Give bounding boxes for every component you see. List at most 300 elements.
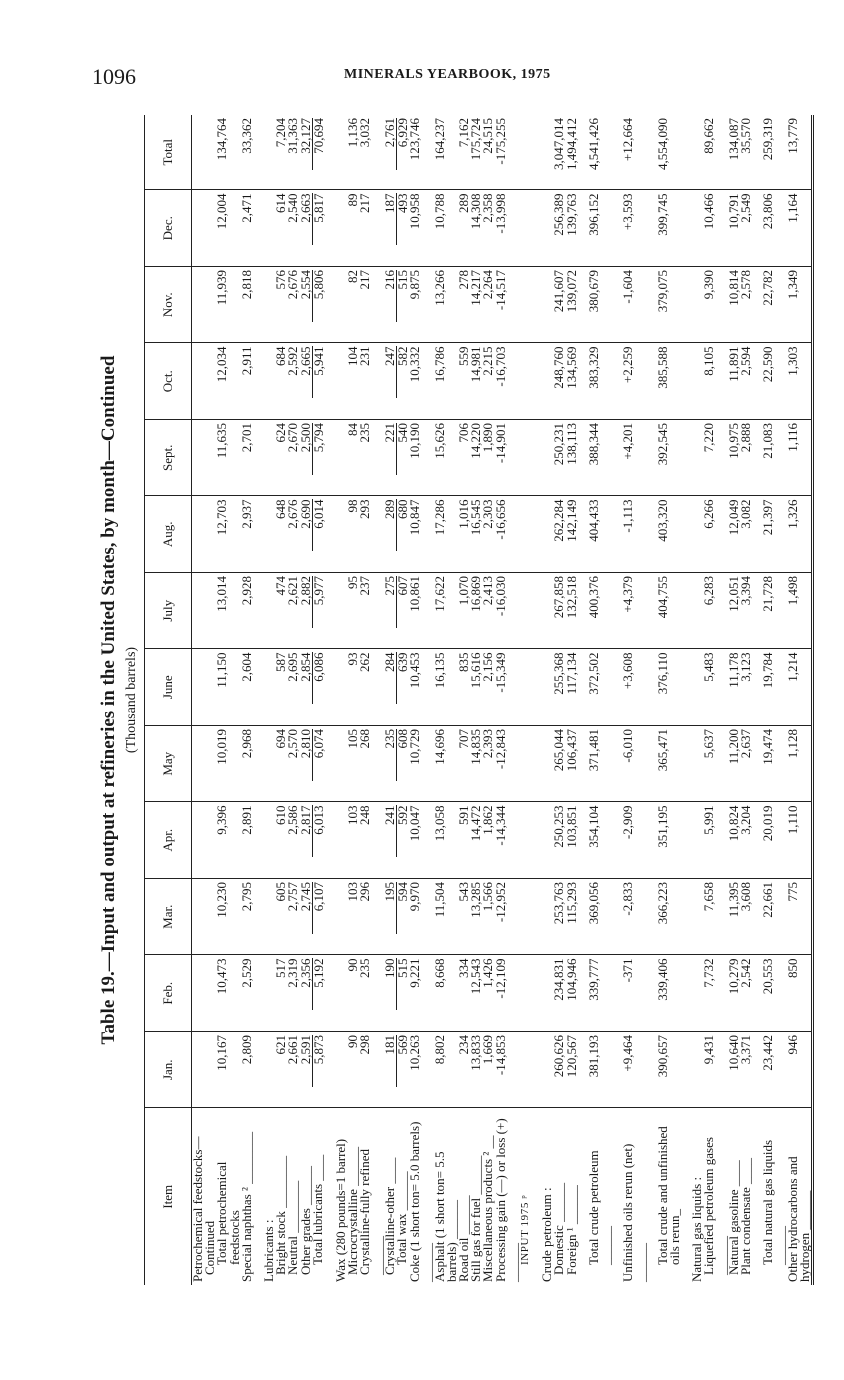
table-cell bbox=[492, 573, 519, 650]
table-cell bbox=[585, 573, 612, 650]
cell-value: 2,810 bbox=[297, 729, 313, 759]
cell-value: 16,545 bbox=[468, 499, 484, 536]
table-cell bbox=[238, 1032, 254, 1109]
table-cell bbox=[531, 726, 541, 803]
spacer-row bbox=[681, 115, 691, 1285]
cell-value: 2,215 bbox=[480, 346, 496, 376]
table-cell bbox=[737, 649, 753, 726]
cell-value: 6,014 bbox=[312, 500, 325, 552]
table-cell bbox=[192, 1032, 205, 1109]
cell-value: 835 bbox=[456, 652, 472, 672]
row-label: Crystalline-fully refined ______ bbox=[359, 1108, 383, 1285]
spacer-row bbox=[325, 115, 335, 1285]
rotated-table-region bbox=[98, 115, 812, 1285]
table-cell bbox=[737, 802, 753, 879]
row-label: Asphalt (1 short ton= 5.5 barrels) ______ bbox=[434, 1108, 458, 1285]
cell-value: 850 bbox=[784, 958, 800, 978]
table-cell bbox=[519, 496, 531, 573]
cell-value: 217 bbox=[357, 193, 373, 213]
cell-value: 2,542 bbox=[737, 958, 753, 988]
table-cell bbox=[409, 726, 433, 803]
table-cell bbox=[563, 879, 579, 956]
table-cell bbox=[654, 955, 681, 1032]
cell-value: 7,220 bbox=[701, 423, 717, 453]
table-cell bbox=[216, 420, 240, 497]
table-row bbox=[787, 115, 813, 1285]
cell-value: 2,911 bbox=[238, 346, 254, 376]
cell-value: 10,824 bbox=[725, 805, 741, 842]
table-cell bbox=[519, 267, 531, 344]
cell-value: 14,696 bbox=[431, 729, 447, 765]
cell-value: 614 bbox=[273, 193, 289, 213]
table-cell bbox=[312, 115, 325, 190]
cell-value: 543 bbox=[456, 882, 472, 902]
table-cell bbox=[297, 573, 313, 650]
table-cell bbox=[784, 343, 813, 420]
cell-value: 2,663 bbox=[297, 193, 313, 223]
row-label: Foreign ¹ ______ bbox=[566, 1108, 578, 1285]
table-cell bbox=[409, 879, 433, 956]
table-cell bbox=[238, 726, 254, 803]
cell-value: 2,676 bbox=[285, 270, 301, 300]
cell-value: 1,016 bbox=[456, 499, 472, 529]
cell-value: 2,809 bbox=[238, 1035, 254, 1065]
cell-value: 10,958 bbox=[407, 193, 423, 230]
table-cell bbox=[409, 802, 433, 879]
cell-value: 376,110 bbox=[654, 652, 670, 695]
cell-value: 3,394 bbox=[737, 576, 753, 606]
table-cell bbox=[431, 190, 458, 267]
cell-value: 255,368 bbox=[551, 652, 567, 695]
table-cell bbox=[622, 726, 646, 803]
cell-value: 383,329 bbox=[585, 346, 601, 389]
row-label: Special naphthas ² ________ bbox=[241, 1108, 253, 1285]
cell-value: 253,763 bbox=[551, 882, 567, 925]
cell-value: 684 bbox=[273, 346, 289, 366]
cell-value: 250,253 bbox=[551, 805, 567, 848]
cell-value: 13,833 bbox=[468, 1035, 484, 1071]
cell-value: 2,695 bbox=[285, 652, 301, 682]
cell-value: -14,517 bbox=[492, 270, 508, 311]
table-cell bbox=[703, 649, 727, 726]
row-label: Liquefied petroleum gases ______ bbox=[703, 1108, 727, 1285]
table-cell bbox=[192, 267, 205, 344]
table-cell bbox=[703, 190, 727, 267]
cell-value: 365,471 bbox=[654, 729, 670, 772]
cell-value: 2,661 bbox=[285, 1035, 301, 1065]
table-cell bbox=[492, 1032, 519, 1109]
cell-value: 216 bbox=[381, 270, 397, 290]
cell-value: -1,113 bbox=[620, 499, 636, 533]
cell-value: 10,791 bbox=[725, 193, 741, 230]
table-cell bbox=[681, 496, 691, 573]
table-cell bbox=[253, 955, 263, 1032]
table-cell bbox=[737, 190, 753, 267]
table-cell bbox=[431, 115, 458, 190]
table-cell bbox=[297, 420, 313, 497]
cell-value: 380,679 bbox=[585, 270, 601, 313]
table-cell bbox=[216, 879, 240, 956]
table-cell bbox=[359, 726, 383, 803]
table-cell bbox=[312, 726, 325, 803]
table-cell bbox=[703, 955, 727, 1032]
cell-value: 10,019 bbox=[214, 729, 230, 765]
table-cell bbox=[253, 726, 263, 803]
table-cell bbox=[737, 879, 753, 956]
table-cell bbox=[409, 955, 433, 1032]
cell-value: 1,862 bbox=[480, 805, 496, 835]
cell-value: 247 bbox=[381, 346, 397, 366]
cell-value: 2,471 bbox=[238, 193, 254, 223]
cell-value: 390,657 bbox=[654, 1035, 670, 1078]
cell-value: 1,164 bbox=[784, 193, 800, 223]
table-cell bbox=[654, 879, 681, 956]
table-cell bbox=[681, 649, 691, 726]
table-cell bbox=[359, 420, 383, 497]
cell-value: +4,379 bbox=[620, 576, 636, 613]
cell-value: 2,356 bbox=[297, 958, 313, 988]
table-cell bbox=[192, 573, 205, 650]
row-label: Microcrystalline ______ bbox=[347, 1108, 359, 1285]
table-row bbox=[703, 115, 727, 1285]
table-cell bbox=[431, 649, 458, 726]
cell-value: 2,529 bbox=[238, 958, 254, 988]
cell-value: 10,640 bbox=[725, 1035, 741, 1071]
table-cell bbox=[737, 1032, 753, 1109]
cell-value: 284 bbox=[381, 652, 397, 672]
table-row bbox=[657, 115, 681, 1285]
cell-value: 493 bbox=[396, 194, 409, 246]
table-cell bbox=[622, 190, 646, 267]
cell-value: 267,858 bbox=[551, 576, 567, 619]
table-cell bbox=[409, 420, 433, 497]
table-cell bbox=[622, 802, 646, 879]
cell-value: +2,259 bbox=[620, 346, 636, 384]
table-cell bbox=[359, 115, 383, 190]
table-cell bbox=[622, 573, 646, 650]
cell-value: 14,835 bbox=[468, 729, 484, 765]
cell-value: 12,049 bbox=[725, 499, 741, 536]
column-header: Feb. bbox=[145, 955, 192, 1032]
cell-value: 14,981 bbox=[468, 346, 484, 383]
table-cell bbox=[531, 802, 541, 879]
table-cell bbox=[431, 496, 458, 573]
table-cell bbox=[297, 115, 313, 190]
cell-value: 5,873 bbox=[312, 1035, 325, 1087]
table-cell bbox=[253, 649, 263, 726]
cell-value: 10,263 bbox=[407, 1035, 423, 1071]
cell-value: 2,795 bbox=[238, 882, 254, 912]
cell-value: 2,888 bbox=[737, 423, 753, 453]
cell-value: 195 bbox=[381, 882, 397, 902]
table-cell bbox=[654, 1032, 681, 1109]
cell-value: 93 bbox=[345, 652, 361, 666]
cell-value: 90 bbox=[345, 1035, 361, 1048]
cell-value: 32,127 bbox=[297, 118, 313, 154]
cell-value: 5,192 bbox=[312, 959, 325, 1011]
cell-value: 134,569 bbox=[563, 346, 579, 389]
cell-value: -2,833 bbox=[620, 882, 636, 916]
cell-value: 250,231 bbox=[551, 423, 567, 466]
table-cell bbox=[192, 879, 205, 956]
cell-value: 354,104 bbox=[585, 805, 601, 848]
cell-value: 372,502 bbox=[585, 652, 601, 695]
table-cell bbox=[431, 879, 458, 956]
table-cell bbox=[297, 879, 313, 956]
table-row bbox=[347, 115, 359, 1285]
table-cell bbox=[654, 420, 681, 497]
row-label: Coke (1 short ton= 5.0 barrels) ______ bbox=[409, 1108, 433, 1285]
table-cell bbox=[585, 1032, 612, 1109]
cell-value: 10,861 bbox=[407, 576, 423, 612]
cell-value: 5,483 bbox=[701, 652, 717, 682]
row-label: Plant condensate ____ bbox=[740, 1108, 752, 1285]
table-cell bbox=[325, 573, 335, 650]
cell-value: 381,193 bbox=[585, 1035, 601, 1078]
row-label: Total crude and unfinished oils rerun_ bbox=[657, 1108, 681, 1285]
table-cell bbox=[762, 879, 786, 956]
cell-value: 2,621 bbox=[285, 576, 301, 606]
cell-value: 2,854 bbox=[297, 652, 313, 682]
cell-value: 369,056 bbox=[585, 882, 601, 925]
cell-value: 123,746 bbox=[407, 118, 423, 161]
cell-value: 105 bbox=[345, 729, 361, 749]
table-cell bbox=[737, 573, 753, 650]
cell-value: 1,214 bbox=[784, 652, 800, 682]
cell-value: 10,047 bbox=[407, 805, 423, 842]
table-cell bbox=[585, 267, 612, 344]
table-cell bbox=[253, 420, 263, 497]
cell-value: 237 bbox=[357, 576, 373, 596]
table-cell bbox=[325, 190, 335, 267]
cell-value: 2,891 bbox=[238, 805, 254, 835]
table-cell bbox=[585, 496, 612, 573]
cell-value: 2,549 bbox=[737, 193, 753, 223]
running-head: MINERALS YEARBOOK, 1975 bbox=[344, 67, 551, 82]
table-cell bbox=[192, 955, 205, 1032]
column-header: Dec. bbox=[145, 190, 192, 267]
table-cell bbox=[681, 1032, 691, 1109]
cell-value: 2,637 bbox=[737, 729, 753, 759]
cell-value: 175,724 bbox=[468, 118, 484, 161]
table-cell bbox=[359, 955, 383, 1032]
table-cell bbox=[253, 573, 263, 650]
table-cell bbox=[531, 343, 541, 420]
table-cell bbox=[312, 802, 325, 879]
table-cell bbox=[737, 726, 753, 803]
cell-value: -2,909 bbox=[620, 805, 636, 840]
cell-value: 1,566 bbox=[480, 882, 496, 912]
cell-value: -6,010 bbox=[620, 729, 636, 763]
row-label: Road oil ______ bbox=[458, 1108, 470, 1285]
table-cell bbox=[681, 343, 691, 420]
cell-value: 2,701 bbox=[238, 423, 254, 453]
cell-value: 2,818 bbox=[238, 270, 254, 300]
table-cell bbox=[312, 649, 325, 726]
cell-value: 2,358 bbox=[480, 193, 496, 223]
cell-value: 13,266 bbox=[431, 270, 447, 306]
cell-value: 2,586 bbox=[285, 805, 301, 835]
table-cell bbox=[703, 802, 727, 879]
table-cell bbox=[585, 955, 612, 1032]
cell-value: 13,285 bbox=[468, 882, 484, 918]
cell-value: 2,156 bbox=[480, 652, 496, 682]
table-cell bbox=[531, 879, 541, 956]
cell-value: 8,105 bbox=[701, 346, 717, 376]
cell-value: 95 bbox=[345, 576, 361, 589]
cell-value: 10,332 bbox=[407, 346, 423, 383]
cell-value: 2,264 bbox=[480, 270, 496, 300]
table-cell bbox=[622, 649, 646, 726]
table-cell bbox=[784, 955, 813, 1032]
cell-value: 351,195 bbox=[654, 805, 670, 848]
table-cell bbox=[563, 955, 579, 1032]
column-header: May bbox=[145, 726, 192, 803]
table-row bbox=[335, 115, 347, 1285]
cell-value: 89,662 bbox=[701, 118, 717, 154]
table-bottom-rule bbox=[812, 115, 818, 1285]
cell-value: 403,320 bbox=[654, 499, 670, 542]
table-cell bbox=[762, 496, 786, 573]
cell-value: 339,777 bbox=[585, 958, 601, 1001]
cell-value: 120,567 bbox=[563, 1035, 579, 1078]
cell-value: 15,616 bbox=[468, 652, 484, 689]
table-cell bbox=[654, 649, 681, 726]
cell-value: 517 bbox=[273, 958, 289, 978]
column-header: Nov. bbox=[145, 267, 192, 344]
table-cell bbox=[563, 420, 579, 497]
table-cell bbox=[492, 115, 519, 190]
cell-value: 231 bbox=[357, 346, 373, 366]
cell-value: 235 bbox=[381, 729, 397, 749]
cell-value: 70,694 bbox=[312, 118, 325, 170]
cell-value: +9,464 bbox=[620, 1035, 636, 1072]
table-cell bbox=[216, 267, 240, 344]
table-cell bbox=[253, 496, 263, 573]
cell-value: 19,784 bbox=[760, 652, 776, 689]
table-cell bbox=[325, 420, 335, 497]
cell-value: 289 bbox=[381, 499, 397, 519]
cell-value: 1,303 bbox=[784, 346, 800, 376]
cell-value: 10,466 bbox=[701, 193, 717, 230]
cell-value: 10,729 bbox=[407, 729, 423, 765]
column-header: July bbox=[145, 573, 192, 650]
table-cell bbox=[762, 726, 786, 803]
cell-value: 21,397 bbox=[760, 499, 776, 536]
cell-value: 265,044 bbox=[551, 729, 567, 772]
cell-value: -12,109 bbox=[492, 958, 508, 999]
cell-value: 610 bbox=[273, 805, 289, 825]
table-cell bbox=[359, 496, 383, 573]
table-row bbox=[519, 115, 531, 1285]
table-cell bbox=[563, 573, 579, 650]
table-cell bbox=[192, 343, 205, 420]
cell-value: 21,728 bbox=[760, 576, 776, 612]
table-cell bbox=[325, 1032, 335, 1109]
cell-value: 14,217 bbox=[468, 270, 484, 306]
cell-value: 515 bbox=[396, 270, 409, 322]
table-cell bbox=[737, 267, 753, 344]
table-cell bbox=[312, 343, 325, 420]
table-cell bbox=[531, 420, 541, 497]
cell-value: 594 bbox=[396, 882, 409, 934]
cell-value: 2,817 bbox=[297, 805, 313, 835]
cell-value: 6,086 bbox=[312, 653, 325, 705]
table-cell bbox=[519, 802, 531, 879]
table-cell bbox=[762, 649, 786, 726]
table-cell bbox=[531, 955, 541, 1032]
table-cell bbox=[681, 726, 691, 803]
column-header-item: Item bbox=[145, 1108, 192, 1285]
cell-value: 22,590 bbox=[760, 346, 776, 383]
cell-value: +3,593 bbox=[620, 193, 636, 231]
table-cell bbox=[519, 343, 531, 420]
cell-value: -12,952 bbox=[492, 882, 508, 923]
cell-value: 24,515 bbox=[480, 118, 496, 154]
table-cell bbox=[325, 343, 335, 420]
table-cell bbox=[703, 573, 727, 650]
table-cell bbox=[737, 955, 753, 1032]
table-cell bbox=[531, 496, 541, 573]
table-cell bbox=[622, 267, 646, 344]
table-cell bbox=[654, 343, 681, 420]
table-cell bbox=[409, 649, 433, 726]
cell-value: 388,344 bbox=[585, 423, 601, 466]
table-cell bbox=[622, 496, 646, 573]
cell-value: 371,481 bbox=[585, 729, 601, 772]
cell-value: 2,554 bbox=[297, 270, 313, 300]
table-cell bbox=[563, 1032, 579, 1109]
cell-value: 31,363 bbox=[285, 118, 301, 154]
table-cell bbox=[216, 649, 240, 726]
cell-value: -15,349 bbox=[492, 652, 508, 693]
cell-value: 268 bbox=[357, 729, 373, 749]
cell-value: 134,087 bbox=[725, 118, 741, 161]
column-header: Mar. bbox=[145, 879, 192, 956]
cell-value: 9,970 bbox=[407, 882, 423, 912]
cell-value: 138,113 bbox=[563, 423, 579, 465]
cell-value: 259,319 bbox=[760, 118, 776, 161]
cell-value: 1,116 bbox=[784, 423, 800, 452]
cell-value: 5,794 bbox=[312, 423, 325, 475]
cell-value: 366,223 bbox=[654, 882, 670, 925]
cell-value: 4,554,090 bbox=[654, 118, 670, 170]
cell-value: 103 bbox=[345, 882, 361, 902]
table-cell bbox=[238, 879, 254, 956]
row-label: Crystalline-other ____ bbox=[384, 1108, 396, 1285]
table-cell bbox=[492, 190, 519, 267]
row-label: Lubricants : bbox=[263, 1108, 275, 1285]
table-cell bbox=[703, 726, 727, 803]
cell-value: +4,201 bbox=[620, 423, 636, 460]
cell-value: 14,220 bbox=[468, 423, 484, 459]
table-cell bbox=[784, 802, 813, 879]
table-cell bbox=[253, 343, 263, 420]
cell-value: 11,150 bbox=[214, 652, 230, 688]
cell-value: 399,745 bbox=[654, 193, 670, 236]
table-cell bbox=[359, 1032, 383, 1109]
table-cell bbox=[681, 955, 691, 1032]
cell-value: -16,656 bbox=[492, 499, 508, 540]
table-cell bbox=[359, 343, 383, 420]
row-label: Miscellaneous products ² __ bbox=[482, 1108, 494, 1285]
cell-value: 648 bbox=[273, 499, 289, 519]
cell-value: 22,661 bbox=[760, 882, 776, 918]
cell-value: 392,545 bbox=[654, 423, 670, 466]
table-cell bbox=[681, 115, 691, 190]
table-cell bbox=[563, 496, 579, 573]
cell-value: 10,847 bbox=[407, 499, 423, 536]
